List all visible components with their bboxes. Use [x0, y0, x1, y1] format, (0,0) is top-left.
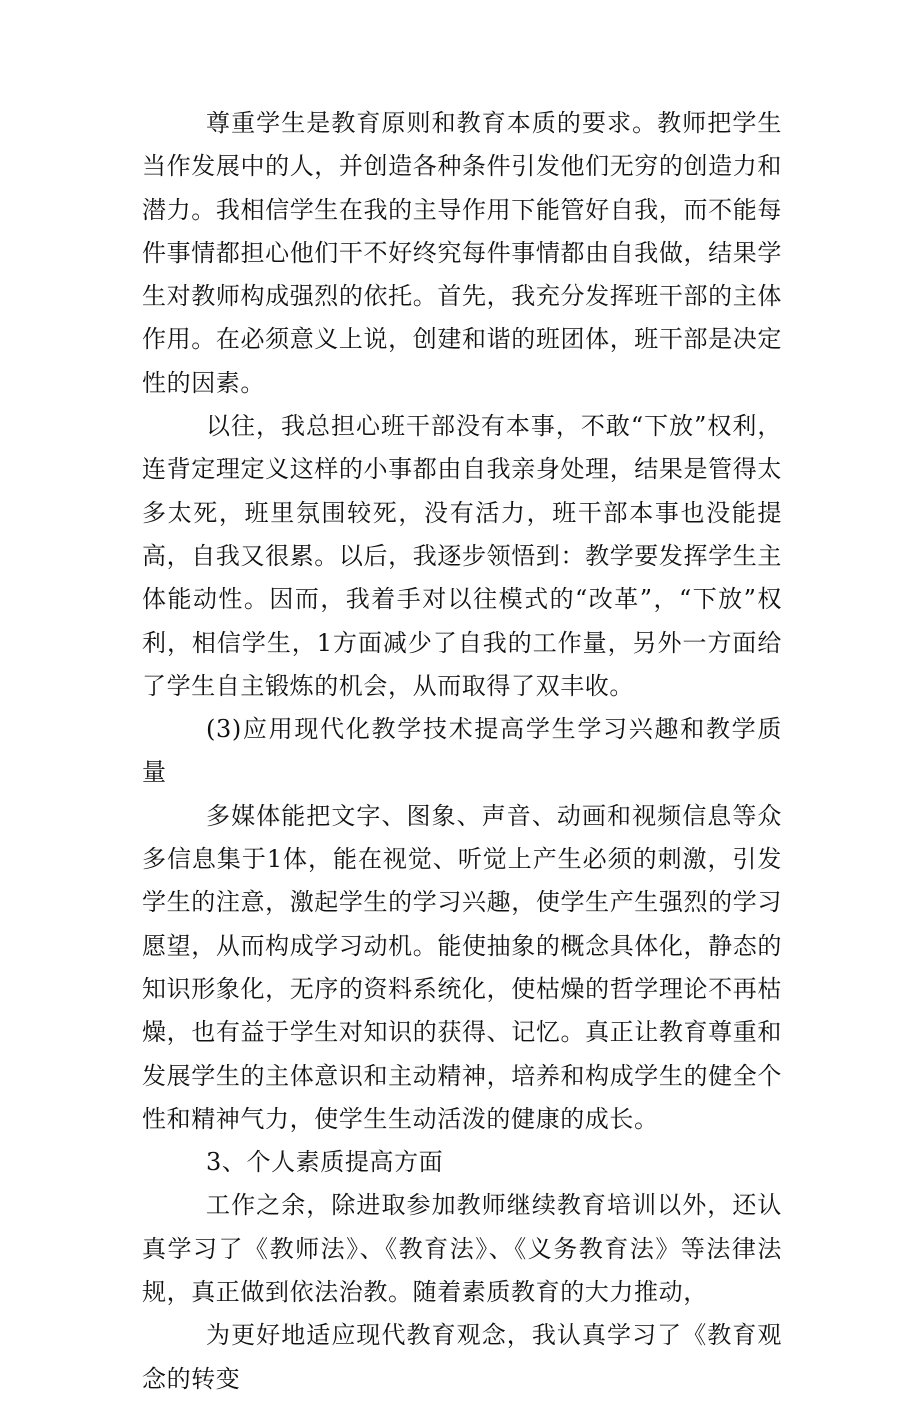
paragraph-multimedia: 多媒体能把文字、图象、声音、动画和视频信息等众多信息集于1体，能在视觉、听觉上产生必须的刺激，引发学生的注意，激起学生的学习兴趣，使学生产生强烈的学习愿望，从而构成学习动机。能使抽象的概念具体化，静态的知识形象化，无序的资料系统化，使枯燥的哲学理论不再枯燥，也有益于学生对知识的获得、记忆。真正让教育尊重和发展学生的主体意识和主动精神，培养和构成学生的健全个性和精神气力，使学生生动活泼的健康的成长。	[142, 801, 782, 1133]
section-heading-modern-teaching: (3)应用现代化教学技术提高学生学习兴趣和教学质量	[142, 715, 782, 787]
paragraph-continuing-education: 工作之余，除进取参加教师继续教育培训以外，还认真学习了《教师法》、《教育法》、《义务教育法》等法律法规，真正做到依法治教。随着素质教育的大力推动，	[142, 1191, 782, 1307]
section-heading-personal-quality: 3、个人素质提高方面	[206, 1148, 444, 1177]
document-body	[142, 102, 782, 1401]
paragraph-delegate-authority: 以往，我总担心班干部没有本事，不敢“下放”权利，连背定理定义这样的小事都由自我亲身处理，结果是管得太多太死，班里氛围较死，没有活力，班干部本事也没能提高，自我又很累。以后，我逐步领悟到：教学要发挥学生主体能动性。因而，我着手对以往模式的“改革”，“下放”权利，相信学生，1方面减少了自我的工作量，另外一方面给了学生自主锻炼的机会，从而取得了双丰收。	[142, 412, 782, 700]
paragraph-education-concepts: 为更好地适应现代教育观念，我认真学习了《教育观念的转变	[142, 1321, 782, 1393]
paragraph-respect-students: 尊重学生是教育原则和教育本质的要求。教师把学生当作发展中的人，并创造各种条件引发他们无穷的创造力和潜力。我相信学生在我的主导作用下能管好自我，而不能每件事情都担心他们干不好终究每件事情都由自我做，结果学生对教师构成强烈的依托。首先，我充分发挥班干部的主体作用。在必须意义上说，创建和谐的班团体，班干部是决定性的因素。	[142, 109, 782, 397]
